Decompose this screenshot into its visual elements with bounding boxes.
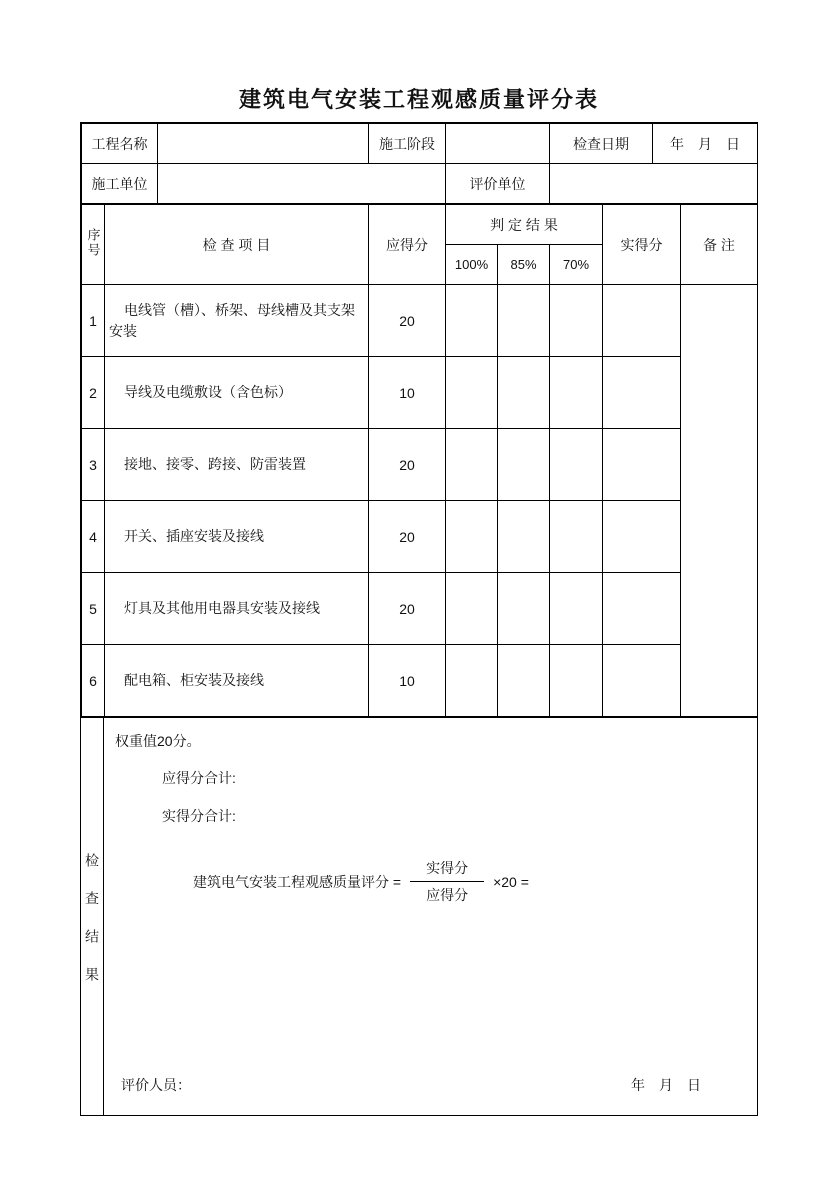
col-header-70pct: 70% [550, 245, 603, 285]
judgement-cell-70[interactable] [550, 429, 603, 501]
expected-total-label: 应得分合计: [162, 770, 236, 786]
evaluation-unit-label: 评价单位 [446, 164, 550, 204]
col-header-actual: 实得分 [603, 205, 681, 285]
row-expected-score: 20 [369, 501, 446, 573]
row-no: 6 [82, 645, 105, 717]
formula-prefix: 建筑电气安装工程观感质量评分 = [193, 873, 402, 890]
project-name-field[interactable] [158, 124, 369, 164]
construction-unit-label: 施工单位 [82, 164, 158, 204]
actual-score-cell[interactable] [603, 285, 681, 357]
sign-date[interactable]: 年 月 日 [631, 1077, 701, 1093]
formula-fraction [410, 858, 484, 905]
remarks-cell[interactable] [681, 285, 758, 717]
col-header-judgement: 判 定 结 果 [446, 205, 603, 245]
row-item: 接地、接零、跨接、防雷装置 [105, 429, 369, 501]
table-row [82, 645, 758, 717]
judgement-cell-70[interactable] [550, 501, 603, 573]
row-expected-score: 20 [369, 285, 446, 357]
judgement-cell-100[interactable] [446, 573, 498, 645]
formula-suffix: ×20 = [493, 873, 529, 890]
row-item: 开关、插座安装及接线 [105, 501, 369, 573]
col-header-item: 检 查 项 目 [105, 205, 369, 285]
actual-score-cell[interactable] [603, 429, 681, 501]
actual-total-label: 实得分合计: [162, 808, 236, 824]
judgement-cell-70[interactable] [550, 285, 603, 357]
construction-unit-field[interactable] [158, 164, 446, 204]
table-row [82, 429, 758, 501]
judgement-cell-85[interactable] [498, 501, 550, 573]
judgement-cell-100[interactable] [446, 501, 498, 573]
result-label: 检查结果 [81, 718, 104, 1115]
judgement-cell-70[interactable] [550, 573, 603, 645]
check-date-label: 检查日期 [550, 124, 653, 164]
judgement-cell-100[interactable] [446, 285, 498, 357]
judgement-cell-70[interactable] [550, 357, 603, 429]
judgement-cell-85[interactable] [498, 357, 550, 429]
judgement-cell-85[interactable] [498, 645, 550, 717]
col-header-expected: 应得分 [369, 205, 446, 285]
table-row [82, 573, 758, 645]
row-no: 2 [82, 357, 105, 429]
judgement-cell-100[interactable] [446, 645, 498, 717]
judgement-cell-85[interactable] [498, 285, 550, 357]
score-formula [193, 858, 529, 905]
check-date-field[interactable]: 年 月 日 [653, 124, 758, 164]
actual-score-cell[interactable] [603, 501, 681, 573]
construction-stage-label: 施工阶段 [369, 124, 446, 164]
judgement-cell-85[interactable] [498, 429, 550, 501]
row-item: 导线及电缆敷设（含色标） [105, 357, 369, 429]
formula-denominator: 应得分 [426, 887, 469, 903]
judgement-cell-85[interactable] [498, 573, 550, 645]
row-no: 4 [82, 501, 105, 573]
formula-numerator: 实得分 [410, 858, 484, 882]
row-expected-score: 10 [369, 645, 446, 717]
table-row [82, 357, 758, 429]
col-header-100pct: 100% [446, 245, 498, 285]
result-content[interactable] [104, 718, 757, 1115]
evaluation-unit-field[interactable] [550, 164, 758, 204]
inspection-result-section [81, 717, 757, 1115]
row-expected-score: 10 [369, 357, 446, 429]
judgement-cell-100[interactable] [446, 357, 498, 429]
row-no: 1 [82, 285, 105, 357]
page-title: 建筑电气安装工程观感质量评分表 [238, 87, 599, 112]
row-item: 灯具及其他用电器具安装及接线 [105, 573, 369, 645]
evaluator-label[interactable]: 评价人员： [121, 1077, 191, 1093]
judgement-cell-70[interactable] [550, 645, 603, 717]
row-no: 3 [82, 429, 105, 501]
construction-stage-field[interactable] [446, 124, 550, 164]
row-expected-score: 20 [369, 573, 446, 645]
table-row [82, 285, 758, 357]
col-header-no: 序号 [82, 205, 105, 285]
judgement-cell-100[interactable] [446, 429, 498, 501]
signature-row [121, 1075, 701, 1095]
table-row [82, 501, 758, 573]
info-table [81, 123, 758, 204]
actual-score-cell[interactable] [603, 357, 681, 429]
col-header-remark: 备 注 [681, 205, 758, 285]
actual-score-cell[interactable] [603, 645, 681, 717]
col-header-85pct: 85% [498, 245, 550, 285]
row-item: 电线管（槽）、桥架、母线槽及其支架安装 [105, 285, 369, 357]
row-item: 配电箱、柜安装及接线 [105, 645, 369, 717]
row-no: 5 [82, 573, 105, 645]
project-name-label: 工程名称 [82, 124, 158, 164]
row-expected-score: 20 [369, 429, 446, 501]
scoring-table [81, 204, 758, 717]
weight-note: 权重值20分。 [115, 733, 201, 749]
score-sheet [80, 122, 758, 1116]
actual-score-cell[interactable] [603, 573, 681, 645]
